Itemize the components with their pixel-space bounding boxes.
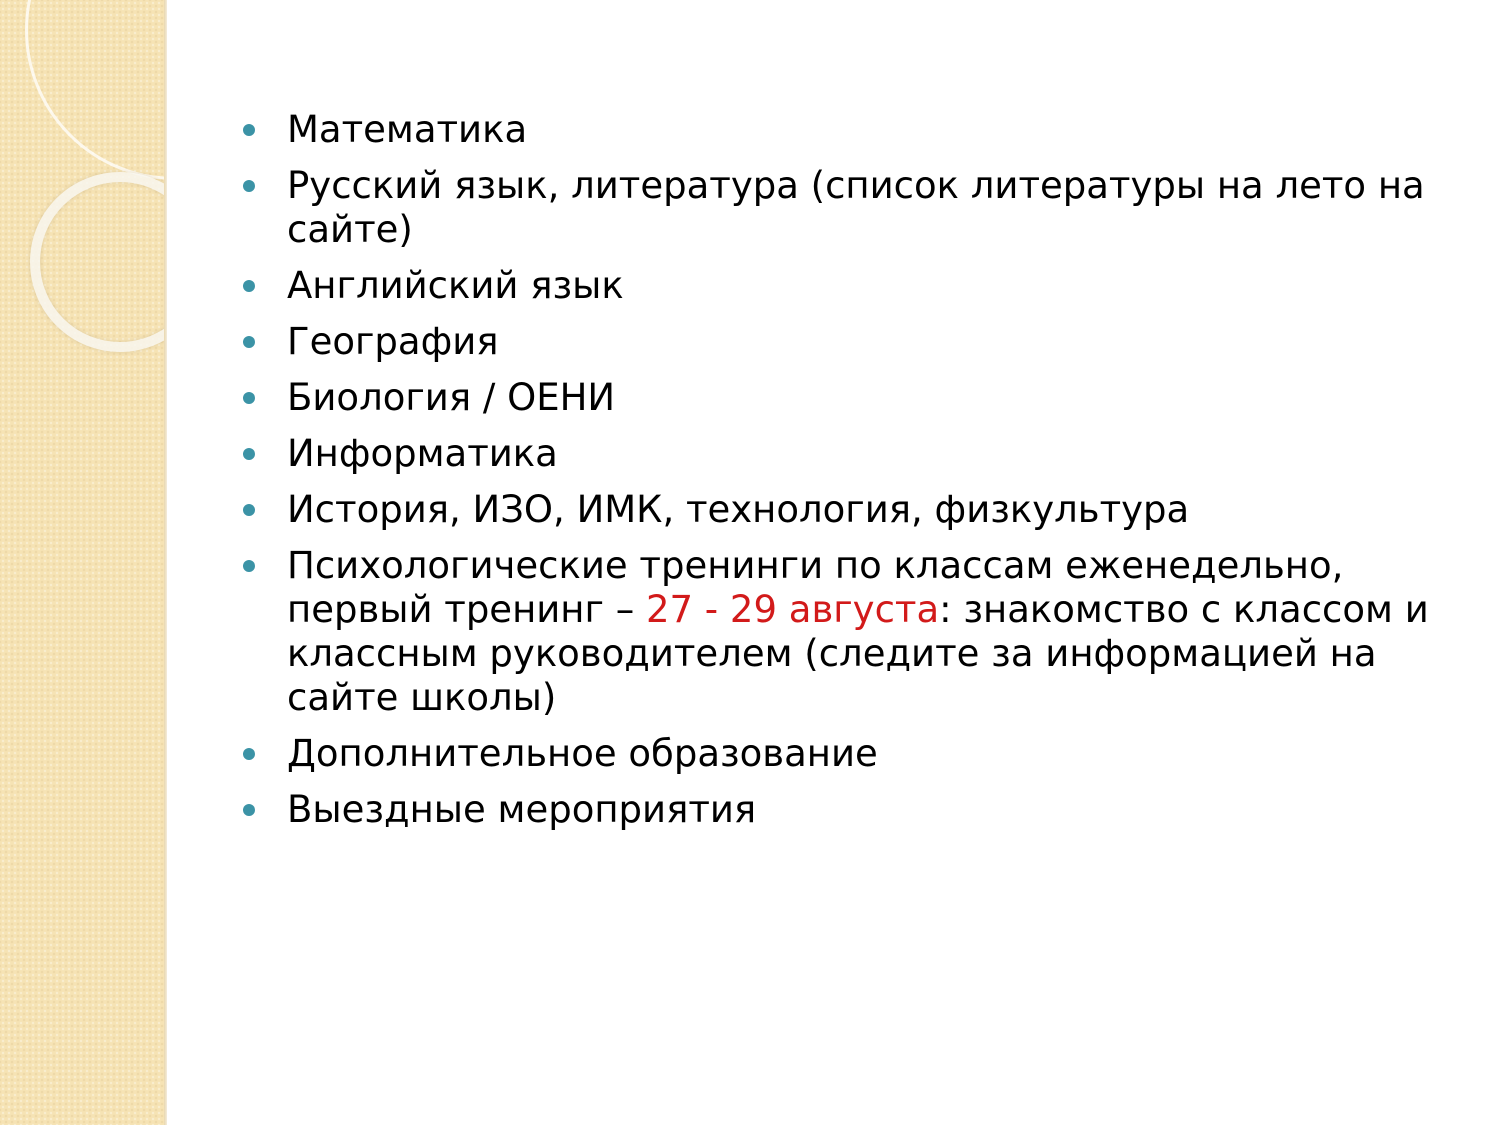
bullet-dot bbox=[243, 748, 255, 760]
training-text-after: : знакомство с классом и классным руководителем (следите за информацией на сайте школы) bbox=[287, 588, 1429, 719]
bullet-dot bbox=[243, 124, 255, 136]
item-text: Выездные мероприятия bbox=[287, 788, 757, 831]
bullet-dot bbox=[243, 804, 255, 816]
item-text: Дополнительное образование bbox=[287, 732, 878, 775]
item-text: Английский язык bbox=[287, 264, 624, 307]
bullet-dot bbox=[243, 336, 255, 348]
list-item-field-trips bbox=[240, 788, 1455, 832]
subject-list bbox=[240, 108, 1455, 832]
item-text: География bbox=[287, 320, 499, 363]
bullet-dot bbox=[243, 504, 255, 516]
list-item-english bbox=[240, 264, 1455, 308]
item-text: Информатика bbox=[287, 432, 558, 475]
item-text: Математика bbox=[287, 108, 528, 151]
list-item-additional-education bbox=[240, 732, 1455, 776]
training-text-before: Психологические тренинги по классам еженедельно, первый тренинг – bbox=[287, 544, 1344, 631]
item-text: Русский язык, литература (список литературы на лето на сайте) bbox=[287, 164, 1425, 251]
decorative-ring-small bbox=[30, 172, 165, 352]
bullet-dot bbox=[243, 448, 255, 460]
sidebar-edge bbox=[164, 0, 167, 1125]
bullet-dot bbox=[243, 180, 255, 192]
list-item-geography bbox=[240, 320, 1455, 364]
decorative-sidebar bbox=[0, 0, 165, 1125]
list-item-biology bbox=[240, 376, 1455, 420]
decorative-ring-large bbox=[25, 0, 165, 180]
bullet-dot bbox=[243, 392, 255, 404]
item-text: Биология / ОЕНИ bbox=[287, 376, 616, 419]
list-item-trainings bbox=[240, 544, 1455, 720]
bullet-dot bbox=[243, 560, 255, 572]
item-text: История, ИЗО, ИМК, технология, физкультура bbox=[287, 488, 1190, 531]
training-date-highlight: 27 - 29 августа bbox=[645, 588, 940, 631]
list-item-mathematics bbox=[240, 108, 1455, 152]
list-item-history bbox=[240, 488, 1455, 532]
list-item-informatics bbox=[240, 432, 1455, 476]
bullet-dot bbox=[243, 280, 255, 292]
list-item-russian bbox=[240, 164, 1455, 252]
slide-content bbox=[240, 108, 1455, 844]
